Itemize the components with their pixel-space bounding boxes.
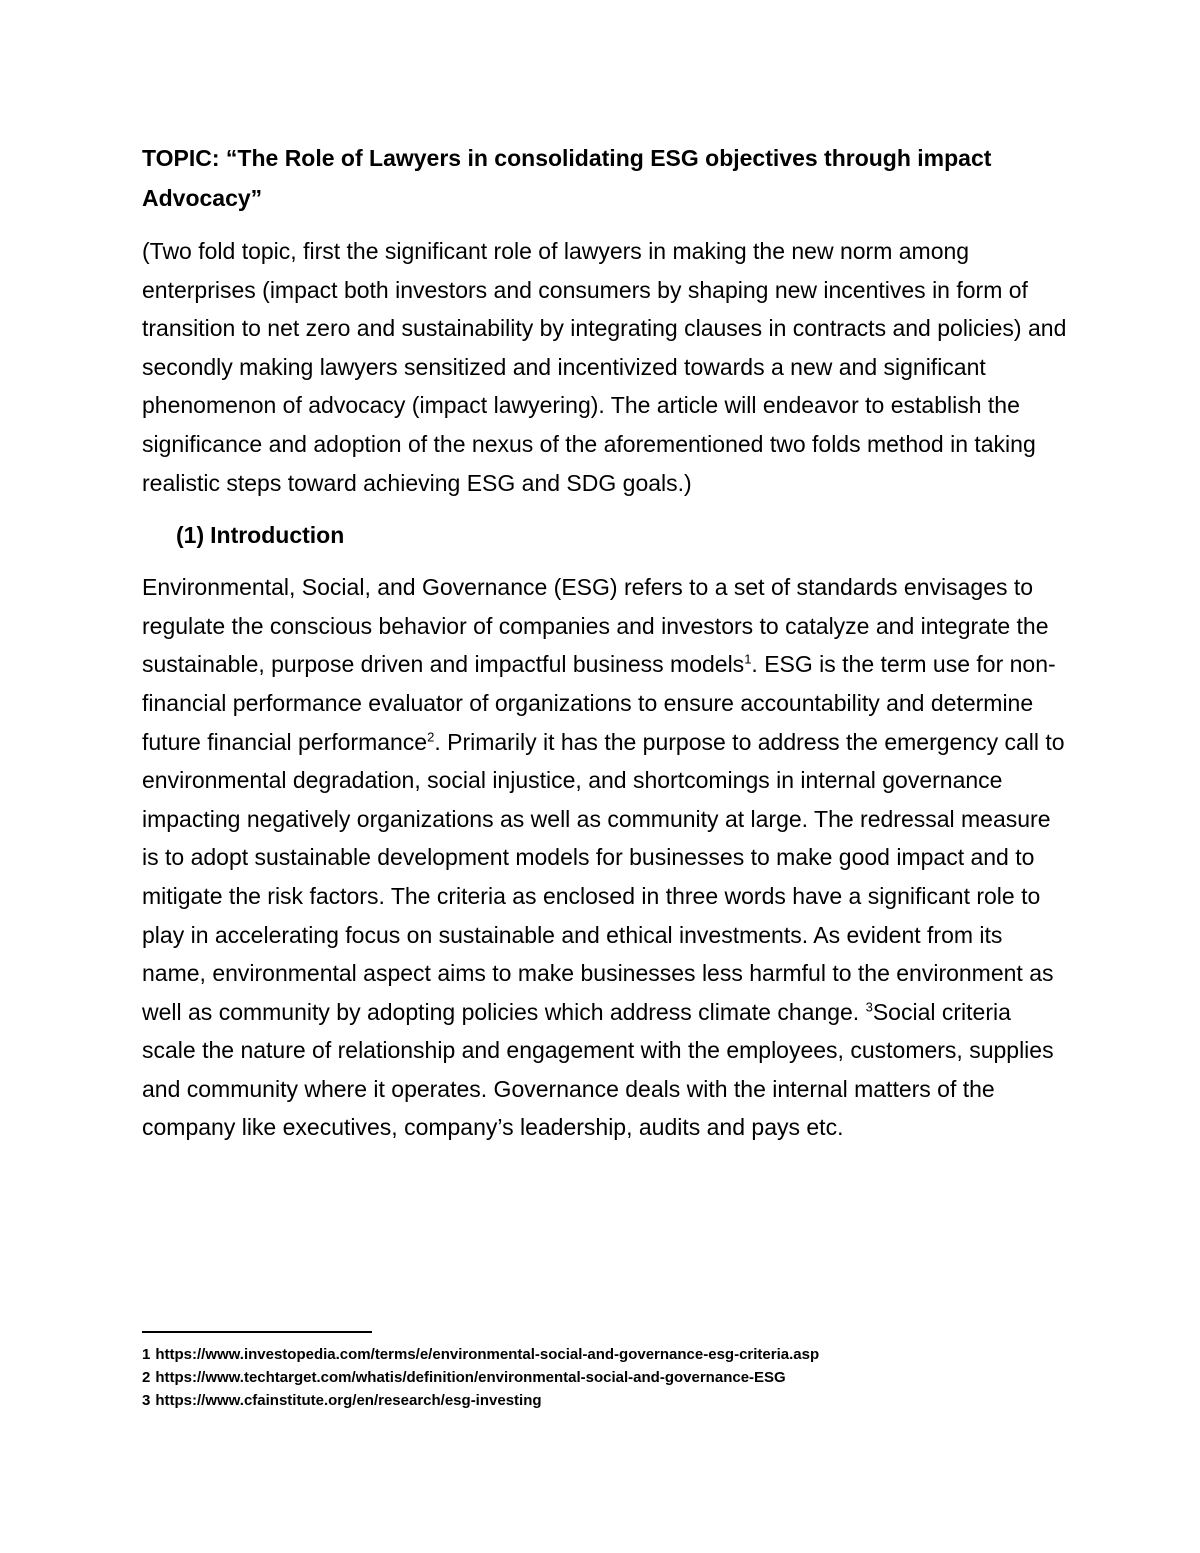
footnote-3	[142, 1389, 1067, 1412]
footnote-ref-2[interactable]: 2	[427, 728, 435, 744]
footnote-ref-3[interactable]: 3	[865, 999, 873, 1015]
footnote-ref-1[interactable]: 1	[744, 651, 752, 667]
footnote-2	[142, 1366, 1067, 1389]
topic-title	[142, 138, 1067, 218]
document-page	[142, 138, 1067, 1147]
footnote-number: 2	[142, 1369, 151, 1386]
footnotes	[142, 1343, 1067, 1412]
footnote-number: 3	[142, 1392, 151, 1409]
topic-description: (Two fold topic, first the significant role of lawyers in making the new norm among enterprises (impact both investors and consumers by shaping new incentives in form of transition to net zero and sustainability by integrating clauses in contracts and policies) and secondly making lawyers sensitized and incentivized towards a new and significant phenomenon of advocacy (impact lawyering). The article will endeavor to establish the significance and adoption of the nexus of the aforementioned two folds method in taking realistic steps toward achieving ESG and SDG goals.)	[142, 238, 1067, 496]
footnote-number: 1	[142, 1346, 151, 1363]
section-heading-introduction	[142, 516, 1067, 554]
footnote-link[interactable]: https://www.investopedia.com/terms/e/environmental-social-and-governance-esg-criteria.asp	[155, 1346, 820, 1363]
section-number: (1)	[176, 522, 205, 549]
body-text-part-4: Social criteria scale the nature of relationship and engagement with the employees, customers, supplies and community where it operates. Governance deals with the internal matters of the company like executives, company’s leadership, audits and pays etc.	[142, 998, 1054, 1141]
introduction-paragraph	[142, 568, 1067, 1147]
footnote-separator	[142, 1331, 372, 1333]
footnote-link[interactable]: https://www.cfainstitute.org/en/research/esg-investing	[155, 1392, 542, 1409]
footnote-1	[142, 1343, 1067, 1366]
footnote-link[interactable]: https://www.techtarget.com/whatis/definition/environmental-social-and-governance-ESG	[155, 1369, 786, 1386]
body-text-part-3: . Primarily it has the purpose to address the emergency call to environmental degradation, social injustice, and shortcomings in internal governance impacting negatively organizations as well as community at large. The redressal measure is to adopt sustainable development models for businesses to make good impact and to mitigate the risk factors. The criteria as enclosed in three words have a significant role to play in accelerating focus on sustainable and ethical investments. As evident from its name, environmental aspect aims to make businesses less harmful to the environment as well as community by adopting policies which address climate change.	[142, 728, 1065, 1025]
topic-line-2: Advocacy”	[142, 185, 263, 211]
body-text-part-1: Environmental, Social, and Governance (ESG) refers to a set of standards envisages to regulate the conscious behavior of companies and investors to catalyze and integrate the sustainable, purpose driven and impactful business models	[142, 574, 1049, 678]
section-title: Introduction	[210, 522, 345, 549]
topic-line-1: TOPIC: “The Role of Lawyers in consolidating ESG objectives through impact	[142, 145, 992, 171]
body-text-part-2: . ESG is the term use for non-financial performance evaluator of organizations to ensure accountability and determine future financial performance	[142, 651, 1056, 755]
